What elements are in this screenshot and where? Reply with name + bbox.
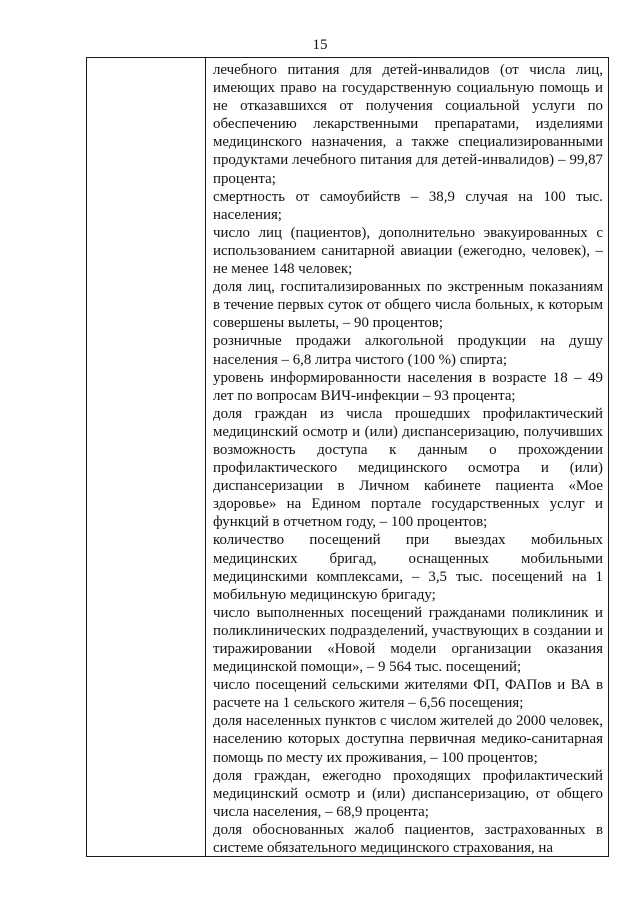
indicator-item: доля граждан, ежегодно проходящих профилактический медицинский осмотр и (или) диспансеризацию, от общего числа населения, – 68,9 процента; bbox=[213, 767, 603, 820]
indicator-item: количество посещений при выездах мобильных медицинских бригад, оснащенных мобильными медицинскими комплексами, – 3,5 тыс. посещений на 1 мобильную медицинскую бригаду; bbox=[213, 532, 603, 603]
indicator-item: число выполненных посещений гражданами поликлиник и поликлинических подразделений, участвующих в создании и тиражировании «Новой модели организации оказания медицинской помощи», – 9 564 тыс. посещений; bbox=[213, 604, 603, 676]
indicator-item: доля обоснованных жалоб пациентов, застрахованных в системе обязательного медицинского страхования, на bbox=[213, 821, 603, 856]
indicator-item: доля граждан из числа прошедших профилактический медицинский осмотр и (или) диспансеризацию, получивших возможность доступа к данным о прохождении профилактического медицинского осмотра и (или) диспансеризации в Личном кабинете пациента «Мое здоровье» на Едином портале государственных услуг и функций в отчетном году, – 100 процентов; bbox=[213, 405, 603, 531]
indicator-item: число посещений сельскими жителями ФП, ФАПов и ВА в расчете на 1 сельского жителя – 6,56 посещения; bbox=[213, 677, 603, 712]
indicator-item: доля населенных пунктов с числом жителей до 2000 человек, населению которых доступна первичная медико-санитарная помощь по месту их проживания, – 100 процентов; bbox=[213, 713, 603, 766]
document-table bbox=[86, 57, 609, 857]
page-number: 15 bbox=[312, 37, 328, 53]
indicator-item: доля лиц, госпитализированных по экстренным показаниям в течение первых суток от общего числа больных, к которым совершены вылеты, – 90 процентов; bbox=[213, 279, 603, 332]
table-left-column bbox=[87, 58, 206, 856]
indicator-item: уровень информированности населения в возрасте 18 – 49 лет по вопросам ВИЧ-инфекции – 93 процента; bbox=[213, 369, 603, 404]
indicator-item: число лиц (пациентов), дополнительно эвакуированных с использованием санитарной авиации (ежегодно, человек), – не менее 148 человек; bbox=[213, 224, 603, 278]
indicator-item: розничные продажи алкогольной продукции на душу населения – 6,8 литра чистого (100 %) спирта; bbox=[213, 333, 603, 368]
indicator-item: лечебного питания для детей-инвалидов (от числа лиц, имеющих право на государственную социальную помощь и не отказавшихся от получения социальной услуги по обеспечению лекарственными препаратами, изделиями медицинского назначения, а также специализированными продуктами лечебного питания для детей-инвалидов) – 99,87 процента; bbox=[213, 62, 603, 187]
indicator-item: смертность от самоубийств – 38,9 случая на 100 тыс. населения; bbox=[213, 188, 603, 223]
table-right-column bbox=[206, 58, 608, 856]
